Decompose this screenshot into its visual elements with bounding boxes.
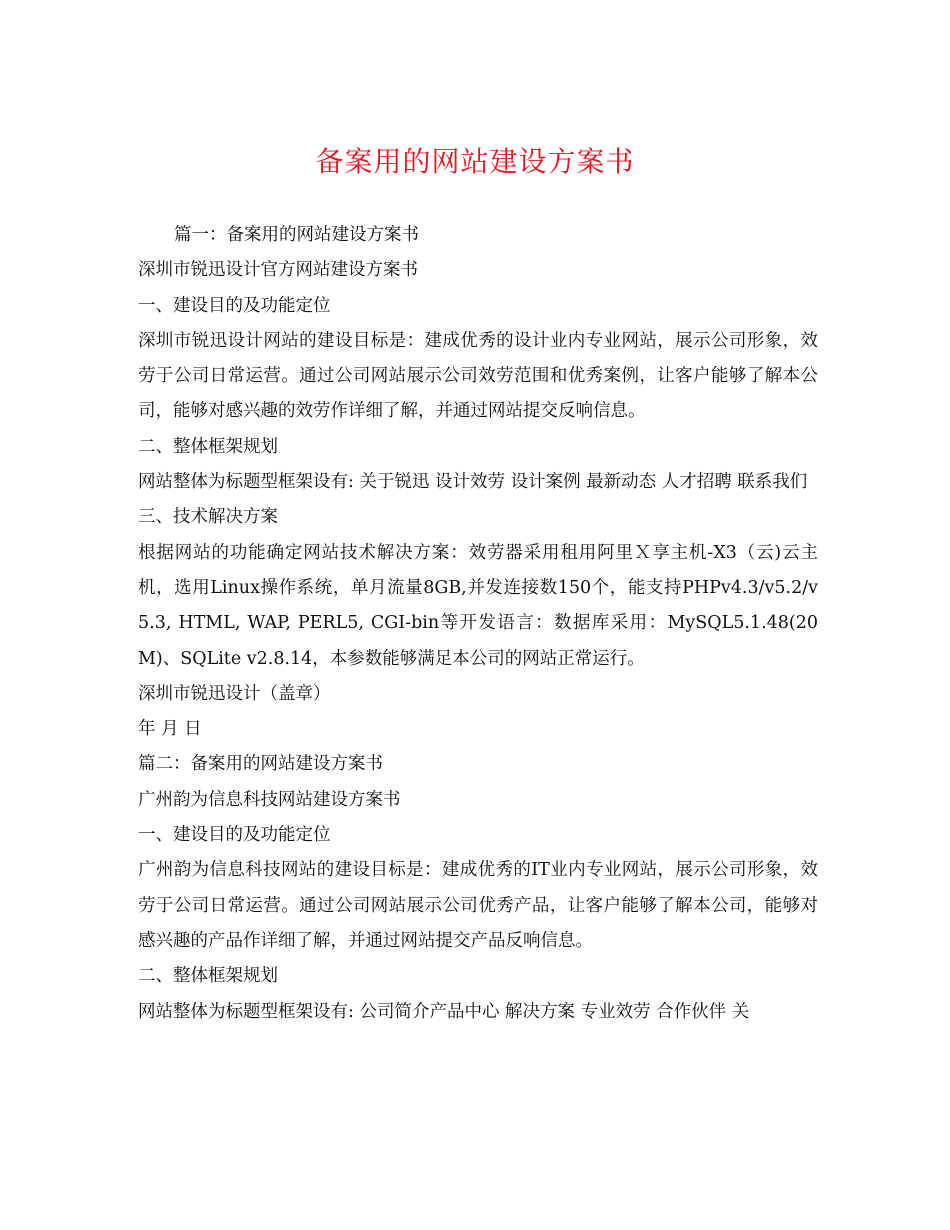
heading-purpose-2: 一、建设目的及功能定位 — [138, 825, 331, 846]
paragraph-technical: 根据网站的功能确定网站技术解决方案：效劳器采用租用阿里Ｘ享主机-X3（云)云主机，选用Linux操作系统，单月流量8GB,并发连接数150个，能支持PHPv4.3/v5.2/v5.3, HTML, WAP, PERL5, CGI-bin等开发语言：数据库采用：MySQL5.1.48(20M)、SQLite v2.8.14，本参数能够满足本公司的网站正常运行。 — [138, 542, 818, 669]
paragraph-framework-2: 网站整体为标题型框架设有: 公司简介产品中心 解决方案 专业效劳 合作伙伴 关 — [138, 1001, 750, 1022]
heading-framework: 二、整体框架规划 — [138, 436, 278, 457]
heading-technical: 三、技术解决方案 — [138, 507, 278, 528]
paragraph-framework: 网站整体为标题型框架设有: 关于锐迅 设计效劳 设计案例 最新动态 人才招聘 联系我们 — [138, 472, 808, 493]
document-title: 备案用的网站建设方案书 — [315, 145, 635, 178]
paragraph-purpose-2: 广州韵为信息科技网站的建设目标是：建成优秀的IT业内专业网站，展示公司形象，效劳于公司日常运营。通过公司网站展示公司优秀产品，让客户能够了解本公司，能够对感兴趣的产品作详细了解，并通过网站提交产品反响信息。 — [138, 860, 818, 951]
plan-title-shenzhen: 深圳市锐迅设计官方网站建设方案书 — [138, 260, 418, 281]
heading-framework-2: 二、整体框架规划 — [138, 966, 278, 987]
date-line: 年 月 日 — [138, 719, 202, 740]
plan-title-guangzhou: 广州韵为信息科技网站建设方案书 — [138, 789, 401, 810]
document-body — [138, 218, 818, 1030]
paragraph-purpose: 深圳市锐迅设计网站的建设目标是：建成优秀的设计业内专业网站，展示公司形象，效劳于公司日常运营。通过公司网站展示公司效劳范围和优秀案例，让客户能够了解本公司，能够对感兴趣的效劳作详细了解，并通过网站提交反响信息。 — [138, 330, 818, 422]
seal-line: 深圳市锐迅设计（盖章） — [138, 683, 331, 704]
section-heading-part-two: 篇二：备案用的网站建设方案书 — [138, 754, 383, 775]
section-heading-part-one: 篇一：备案用的网站建设方案书 — [174, 225, 419, 245]
heading-purpose: 一、建设目的及功能定位 — [138, 295, 331, 316]
